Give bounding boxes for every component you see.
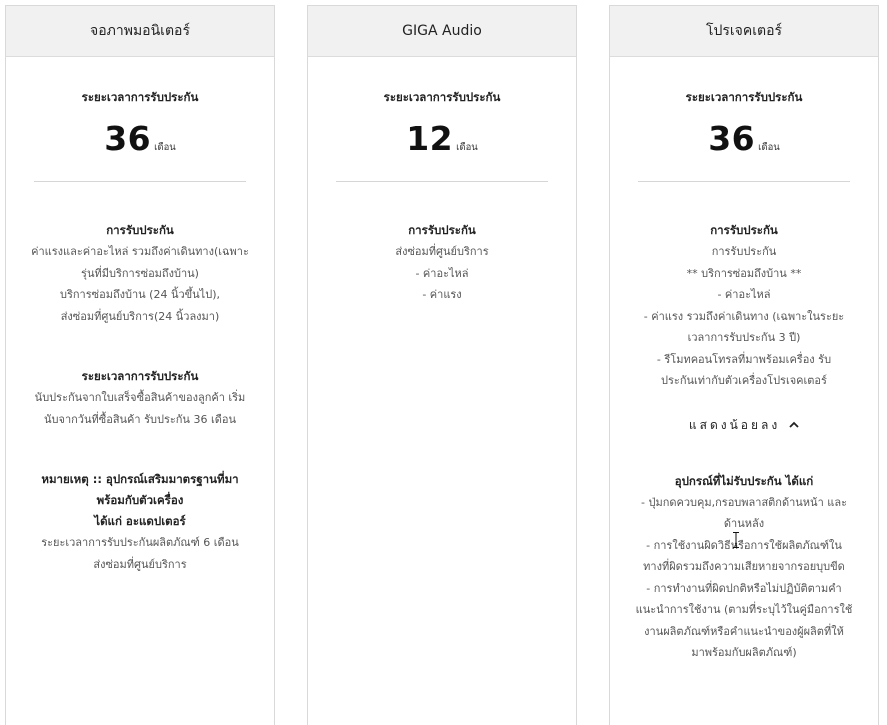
section-line: - ค่าอะไหล่: [415, 266, 469, 280]
period-value-row: [6, 119, 274, 159]
section-line: ค่าแรงและค่าอะไหล่ รวมถึงค่าเดินทาง(เฉพาะ: [31, 245, 249, 258]
warranty-card-monitor: [5, 5, 275, 725]
section-line: นับจากวันที่ซื้อสินค้า รับประกัน 36 เดือน: [44, 412, 236, 426]
text-cursor-icon: [733, 532, 739, 548]
period-value: 36: [104, 119, 152, 158]
card-title: โปรเจคเตอร์: [610, 6, 878, 57]
period-section: [6, 366, 274, 430]
section-title: ระยะเวลาการรับประกัน: [81, 369, 199, 383]
chevron-up-icon: [789, 419, 799, 432]
note-title-line: พร้อมกับตัวเครื่อง: [96, 493, 184, 507]
section-line: การรับประกัน: [711, 245, 777, 258]
divider: [336, 181, 548, 182]
show-less-button[interactable]: [610, 416, 878, 435]
period-value-row: [610, 119, 878, 159]
warranty-section: [610, 220, 878, 392]
excluded-section: [610, 471, 878, 664]
note-section: [6, 469, 274, 575]
section-line: - ปุ่มกดควบคุม,กรอบพลาสติกด้านหน้า และ: [641, 495, 847, 509]
section-line: ** บริการซ่อมถึงบ้าน **: [686, 266, 802, 280]
card-title: จอภาพมอนิเตอร์: [6, 6, 274, 57]
section-title: การรับประกัน: [106, 223, 174, 237]
section-line: - รีโมทคอนโทรลที่มาพร้อมเครื่อง รับ: [656, 352, 832, 366]
warranty-card-projector: [609, 5, 879, 725]
section-line: เวลาการรับประกัน 3 ปี): [687, 331, 801, 344]
section-line: มาพร้อมกับผลิตภัณฑ์): [691, 646, 797, 659]
section-title: อุปกรณ์ที่ไม่รับประกัน ได้แก่: [674, 473, 814, 488]
section-line: - การใช้งานผิดวิธีหรือการใช้ผลิตภัณฑ์ใน: [646, 538, 842, 552]
section-line: - ค่าแรง: [422, 288, 462, 301]
warranty-section: [6, 220, 274, 327]
period-label: ระยะเวลาการรับประกัน: [383, 90, 501, 104]
period-label: ระยะเวลาการรับประกัน: [81, 90, 199, 104]
section-line: ส่งซ่อมที่ศูนย์บริการ: [395, 245, 489, 258]
period-label: ระยะเวลาการรับประกัน: [685, 90, 803, 104]
period-unit: เดือน: [154, 142, 176, 153]
section-line: รุ่นที่มีบริการซ่อมถึงบ้าน): [81, 266, 199, 280]
divider: [34, 181, 246, 182]
section-line: ด้านหลัง: [723, 517, 765, 530]
warranty-card-giga-audio: [307, 5, 577, 725]
section-line: งานผลิตภัณฑ์หรือคำแนะนำของผู้ผลิตที่ให้: [644, 624, 844, 638]
section-line: ส่งซ่อมที่ศูนย์บริการ(24 นิ้วลงมา): [60, 309, 220, 323]
section-line: - การทำงานที่ผิดปกติหรือไม่ปฏิบัติตามคำ: [646, 581, 842, 595]
warranty-section: [308, 220, 576, 306]
section-line: ทางที่ผิดรวมถึงความเสียหายจากรอยบุบขีด: [643, 560, 845, 573]
card-title: GIGA Audio: [308, 6, 576, 57]
divider: [638, 181, 850, 182]
show-less-label: แสดงน้อยลง: [688, 417, 781, 432]
note-title-line: ได้แก่ อะแดปเตอร์: [94, 514, 186, 528]
section-line: บริการซ่อมถึงบ้าน (24 นิ้วขึ้นไป),: [60, 288, 220, 301]
section-line: แนะนำการใช้งาน (ตามที่ระบุไว้ในคู่มือการใช้: [635, 603, 853, 616]
section-line: - ค่าแรง รวมถึงค่าเดินทาง (เฉพาะในระยะ: [643, 309, 845, 323]
period-unit: เดือน: [456, 142, 478, 153]
section-line: นับประกันจากใบเสร็จซื้อสินค้าของลูกค้า เริ่ม: [34, 391, 246, 404]
period-value: 36: [708, 119, 756, 158]
period-value-row: [308, 119, 576, 159]
section-line: ประกันเท่ากับตัวเครื่องโปรเจคเตอร์: [661, 374, 827, 387]
note-title-line: หมายเหตุ :: อุปกรณ์เสริมมาตรฐานที่มา: [41, 472, 239, 486]
period-unit: เดือน: [758, 142, 780, 153]
section-line: ระยะเวลาการรับประกันผลิตภัณฑ์ 6 เดือน: [41, 536, 239, 549]
section-title: การรับประกัน: [408, 223, 476, 237]
section-line: ส่งซ่อมที่ศูนย์บริการ: [93, 557, 187, 571]
period-value: 12: [406, 119, 454, 158]
section-title: การรับประกัน: [710, 223, 778, 237]
section-line: - ค่าอะไหล่: [717, 288, 771, 301]
